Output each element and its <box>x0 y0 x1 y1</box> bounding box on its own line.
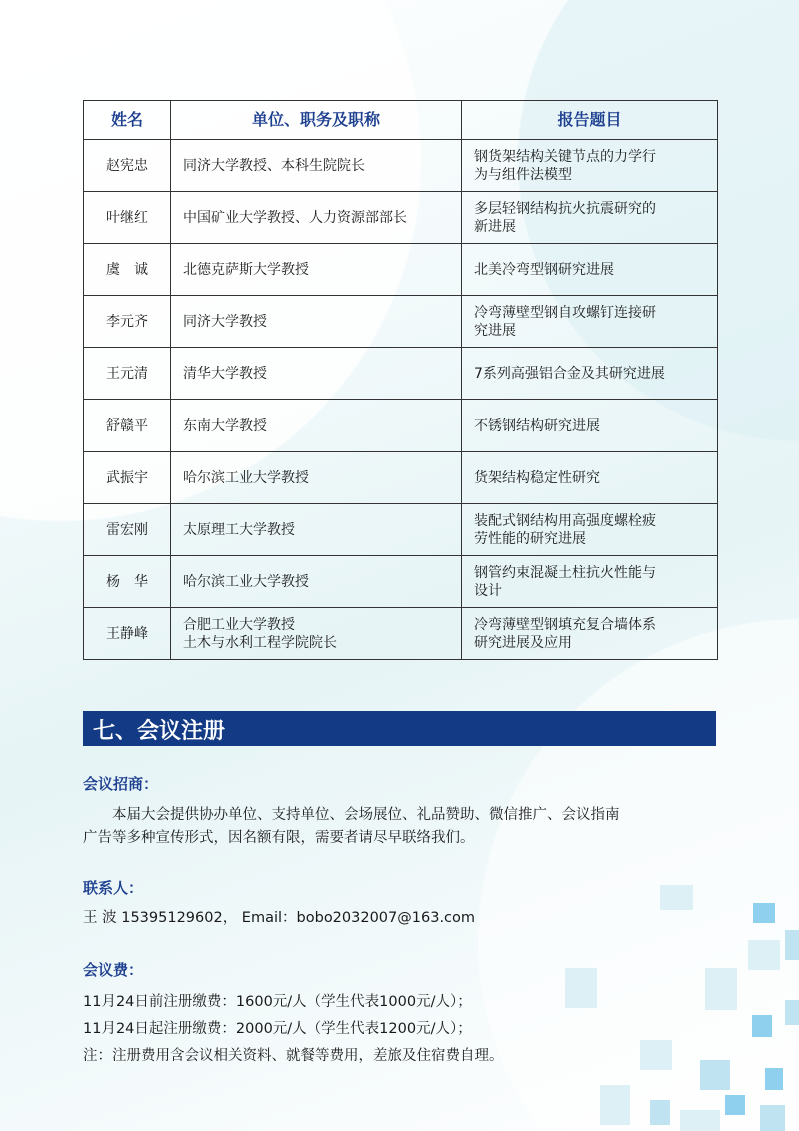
sponsorship-text-line: 广告等多种宣传形式，因名额有限，需要者请尽早联络我们。 <box>83 830 475 846</box>
fee-line: 11月24日前注册缴费：1600元/人（学生代表1000元/人）； <box>83 994 472 1010</box>
report-topic <box>462 504 718 556</box>
report-topic-line: 北美冷弯型钢研究进展 <box>474 261 614 278</box>
report-topic-line: 货架结构稳定性研究 <box>474 469 600 486</box>
speaker-affiliation-line: 土木与水利工程学院院长 <box>183 634 337 651</box>
speaker-affiliation <box>171 192 462 244</box>
report-topic <box>462 192 718 244</box>
speaker-affiliation <box>171 608 462 660</box>
sponsorship-text-line: 本届大会提供协办单位、支持单位、会场展位、礼品赞助、微信推广、会议指南 <box>83 807 620 823</box>
report-topic <box>462 348 718 400</box>
table-row <box>84 296 718 348</box>
speaker-name: 李元齐 <box>84 296 171 348</box>
speaker-affiliation-line: 东南大学教授 <box>183 417 267 434</box>
speaker-name: 王元清 <box>84 348 171 400</box>
table-row <box>84 140 718 192</box>
report-topic-line: 7系列高强铝合金及其研究进展 <box>474 365 665 382</box>
speaker-affiliation-line: 合肥工业大学教授 <box>183 616 295 633</box>
report-topic-line: 装配式钢结构用高强度螺栓疲 <box>474 512 656 529</box>
speaker-affiliation-line: 中国矿业大学教授、人力资源部部长 <box>183 209 407 226</box>
table-row <box>84 400 718 452</box>
contact-heading: 联系人： <box>83 879 144 897</box>
fee-line: 11月24日起注册缴费：2000元/人（学生代表1200元/人）； <box>83 1021 472 1037</box>
table-row <box>84 452 718 504</box>
table-row <box>84 192 718 244</box>
report-topic-line: 多层轻钢结构抗火抗震研究的 <box>474 200 656 217</box>
speaker-affiliation <box>171 296 462 348</box>
section-title: 七、会议注册 <box>93 718 226 744</box>
table-row <box>84 608 718 660</box>
speaker-affiliation-line: 哈尔滨工业大学教授 <box>183 469 309 486</box>
speaker-name: 王静峰 <box>84 608 171 660</box>
report-topic-line: 不锈钢结构研究进展 <box>474 417 600 434</box>
column-header-name: 姓名 <box>84 101 171 140</box>
table-row <box>84 244 718 296</box>
report-topic-line: 新进展 <box>474 218 516 235</box>
table-row <box>84 556 718 608</box>
report-topic-line: 设计 <box>474 582 502 599</box>
speaker-name: 杨 华 <box>84 556 171 608</box>
fee-note: 注：注册费用含会议相关资料、就餐等费用，差旅及住宿费自理。 <box>83 1048 504 1064</box>
report-topic <box>462 244 718 296</box>
speaker-affiliation-line: 北德克萨斯大学教授 <box>183 261 309 278</box>
fee-heading: 会议费： <box>83 961 144 979</box>
report-topic <box>462 452 718 504</box>
section-header <box>83 711 716 746</box>
speaker-name: 雷宏刚 <box>84 504 171 556</box>
speaker-affiliation-line: 清华大学教授 <box>183 365 267 382</box>
column-header-topic: 报告题目 <box>462 101 718 140</box>
table-row <box>84 504 718 556</box>
report-topic <box>462 608 718 660</box>
speaker-affiliation <box>171 452 462 504</box>
report-topic-line: 为与组件法模型 <box>474 166 572 183</box>
speaker-name: 舒赣平 <box>84 400 171 452</box>
speaker-name: 赵宪忠 <box>84 140 171 192</box>
report-topic-line: 冷弯薄壁型钢填充复合墙体系 <box>474 616 656 633</box>
table-header-row <box>84 101 718 140</box>
speaker-table <box>83 100 718 660</box>
report-topic-line: 钢管约束混凝土柱抗火性能与 <box>474 564 656 581</box>
speaker-affiliation <box>171 140 462 192</box>
report-topic-line: 究进展 <box>474 322 516 339</box>
report-topic-line: 钢货架结构关键节点的力学行 <box>474 148 656 165</box>
speaker-affiliation <box>171 348 462 400</box>
report-topic <box>462 140 718 192</box>
speaker-affiliation-line: 太原理工大学教授 <box>183 521 295 538</box>
speaker-affiliation <box>171 556 462 608</box>
speaker-affiliation <box>171 244 462 296</box>
report-topic <box>462 556 718 608</box>
sponsorship-heading: 会议招商： <box>83 775 159 793</box>
report-topic <box>462 296 718 348</box>
report-topic <box>462 400 718 452</box>
speaker-affiliation-line: 同济大学教授 <box>183 313 267 330</box>
speaker-affiliation-line: 哈尔滨工业大学教授 <box>183 573 309 590</box>
speaker-name: 武振宇 <box>84 452 171 504</box>
report-topic-line: 研究进展及应用 <box>474 634 572 651</box>
speaker-name: 虞 诚 <box>84 244 171 296</box>
contact-info: 王 波 15395129602， Email：bobo2032007@163.com <box>83 910 476 926</box>
speaker-name: 叶继红 <box>84 192 171 244</box>
speaker-affiliation-line: 同济大学教授、本科生院院长 <box>183 157 365 174</box>
speaker-affiliation <box>171 400 462 452</box>
speaker-affiliation <box>171 504 462 556</box>
report-topic-line: 劳性能的研究进展 <box>474 530 586 547</box>
report-topic-line: 冷弯薄壁型钢自攻螺钉连接研 <box>474 304 656 321</box>
table-row <box>84 348 718 400</box>
column-header-unit: 单位、职务及职称 <box>171 101 462 140</box>
